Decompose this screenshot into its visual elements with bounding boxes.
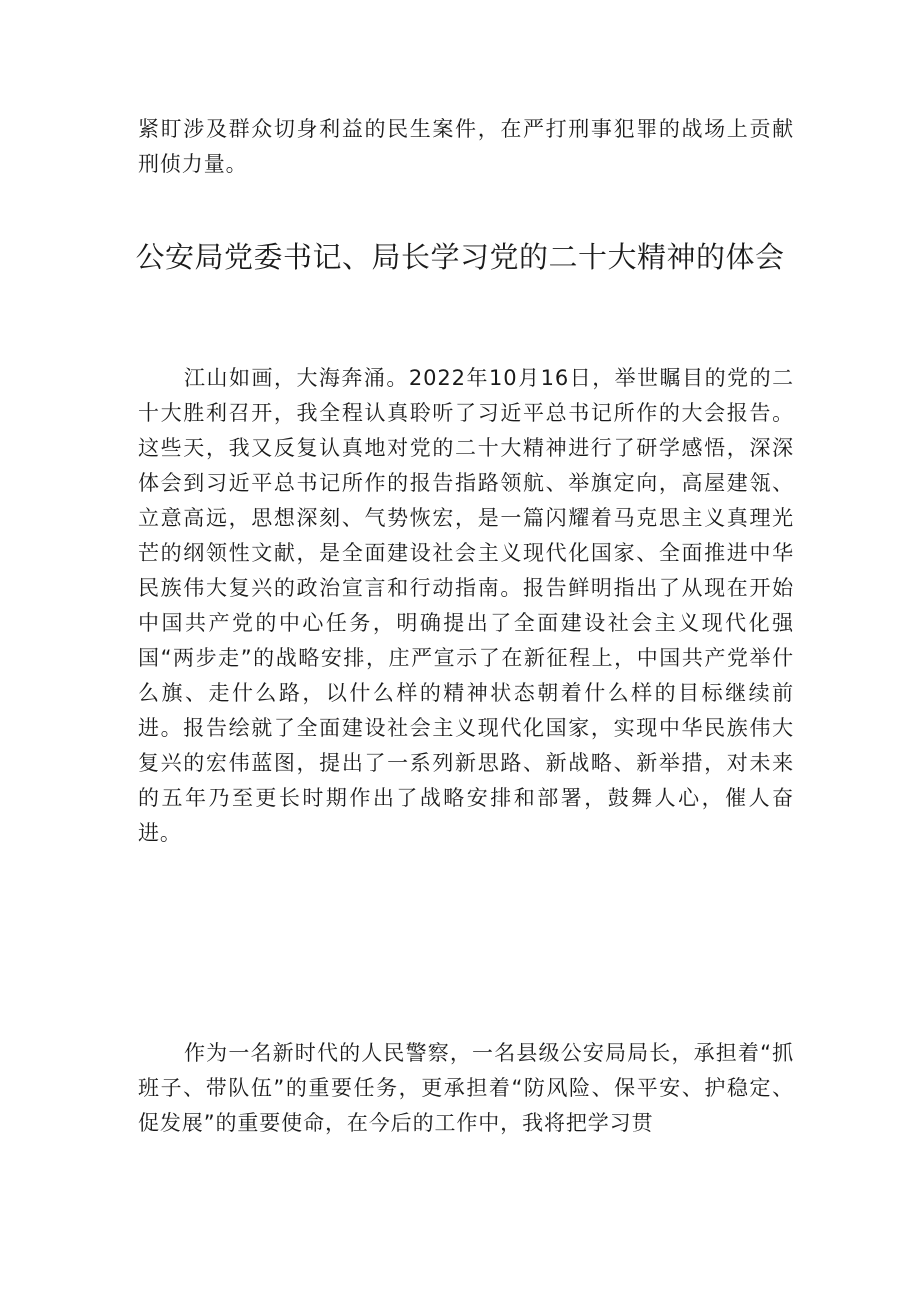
paragraph-2: 作为一名新时代的人民警察，一名县级公安局局长，承担着“抓班子、带队伍”的重要任务，更承担着“防风险、保平安、护稳定、促发展”的重要使命，在今后的工作中，我将把学习贯 [138,1041,794,1135]
document-title: 公安局党委书记、局长学习党的二十大精神的体会 [135,240,785,274]
continuation-paragraph: 紧盯涉及群众切身利益的民生案件，在严打刑事犯罪的战场上贡献刑侦力量。 [138,117,794,176]
paragraph-1: 江山如画，大海奔涌。2022年10月16日，举世瞩目的党的二十大胜利召开，我全程认真聆听了习近平总书记所作的大会报告。这些天，我又反复认真地对党的二十大精神进行了研学感悟，深深体会到习近平总书记所作的报告指路领航、举旗定向，高屋建瓴、立意高远，思想深刻、气势恢宏，是一篇闪耀着马克思主义真理光芒的纲领性文献，是全面建设社会主义现代化国家、全面推进中华民族伟大复兴的政治宣言和行动指南。报告鲜明指出了从现在开始中国共产党的中心任务，明确提出了全面建设社会主义现代化强国“两步走”的战略安排，庄严宣示了在新征程上，中国共产党举什么旗、走什么路，以什么样的精神状态朝着什么样的目标继续前进。报告绘就了全面建设社会主义现代化国家，实现中华民族伟大复兴的宏伟蓝图，提出了一系列新思路、新战略、新举措，对未来的五年乃至更长时期作出了战略安排和部署，鼓舞人心，催人奋进。 [138,366,794,845]
